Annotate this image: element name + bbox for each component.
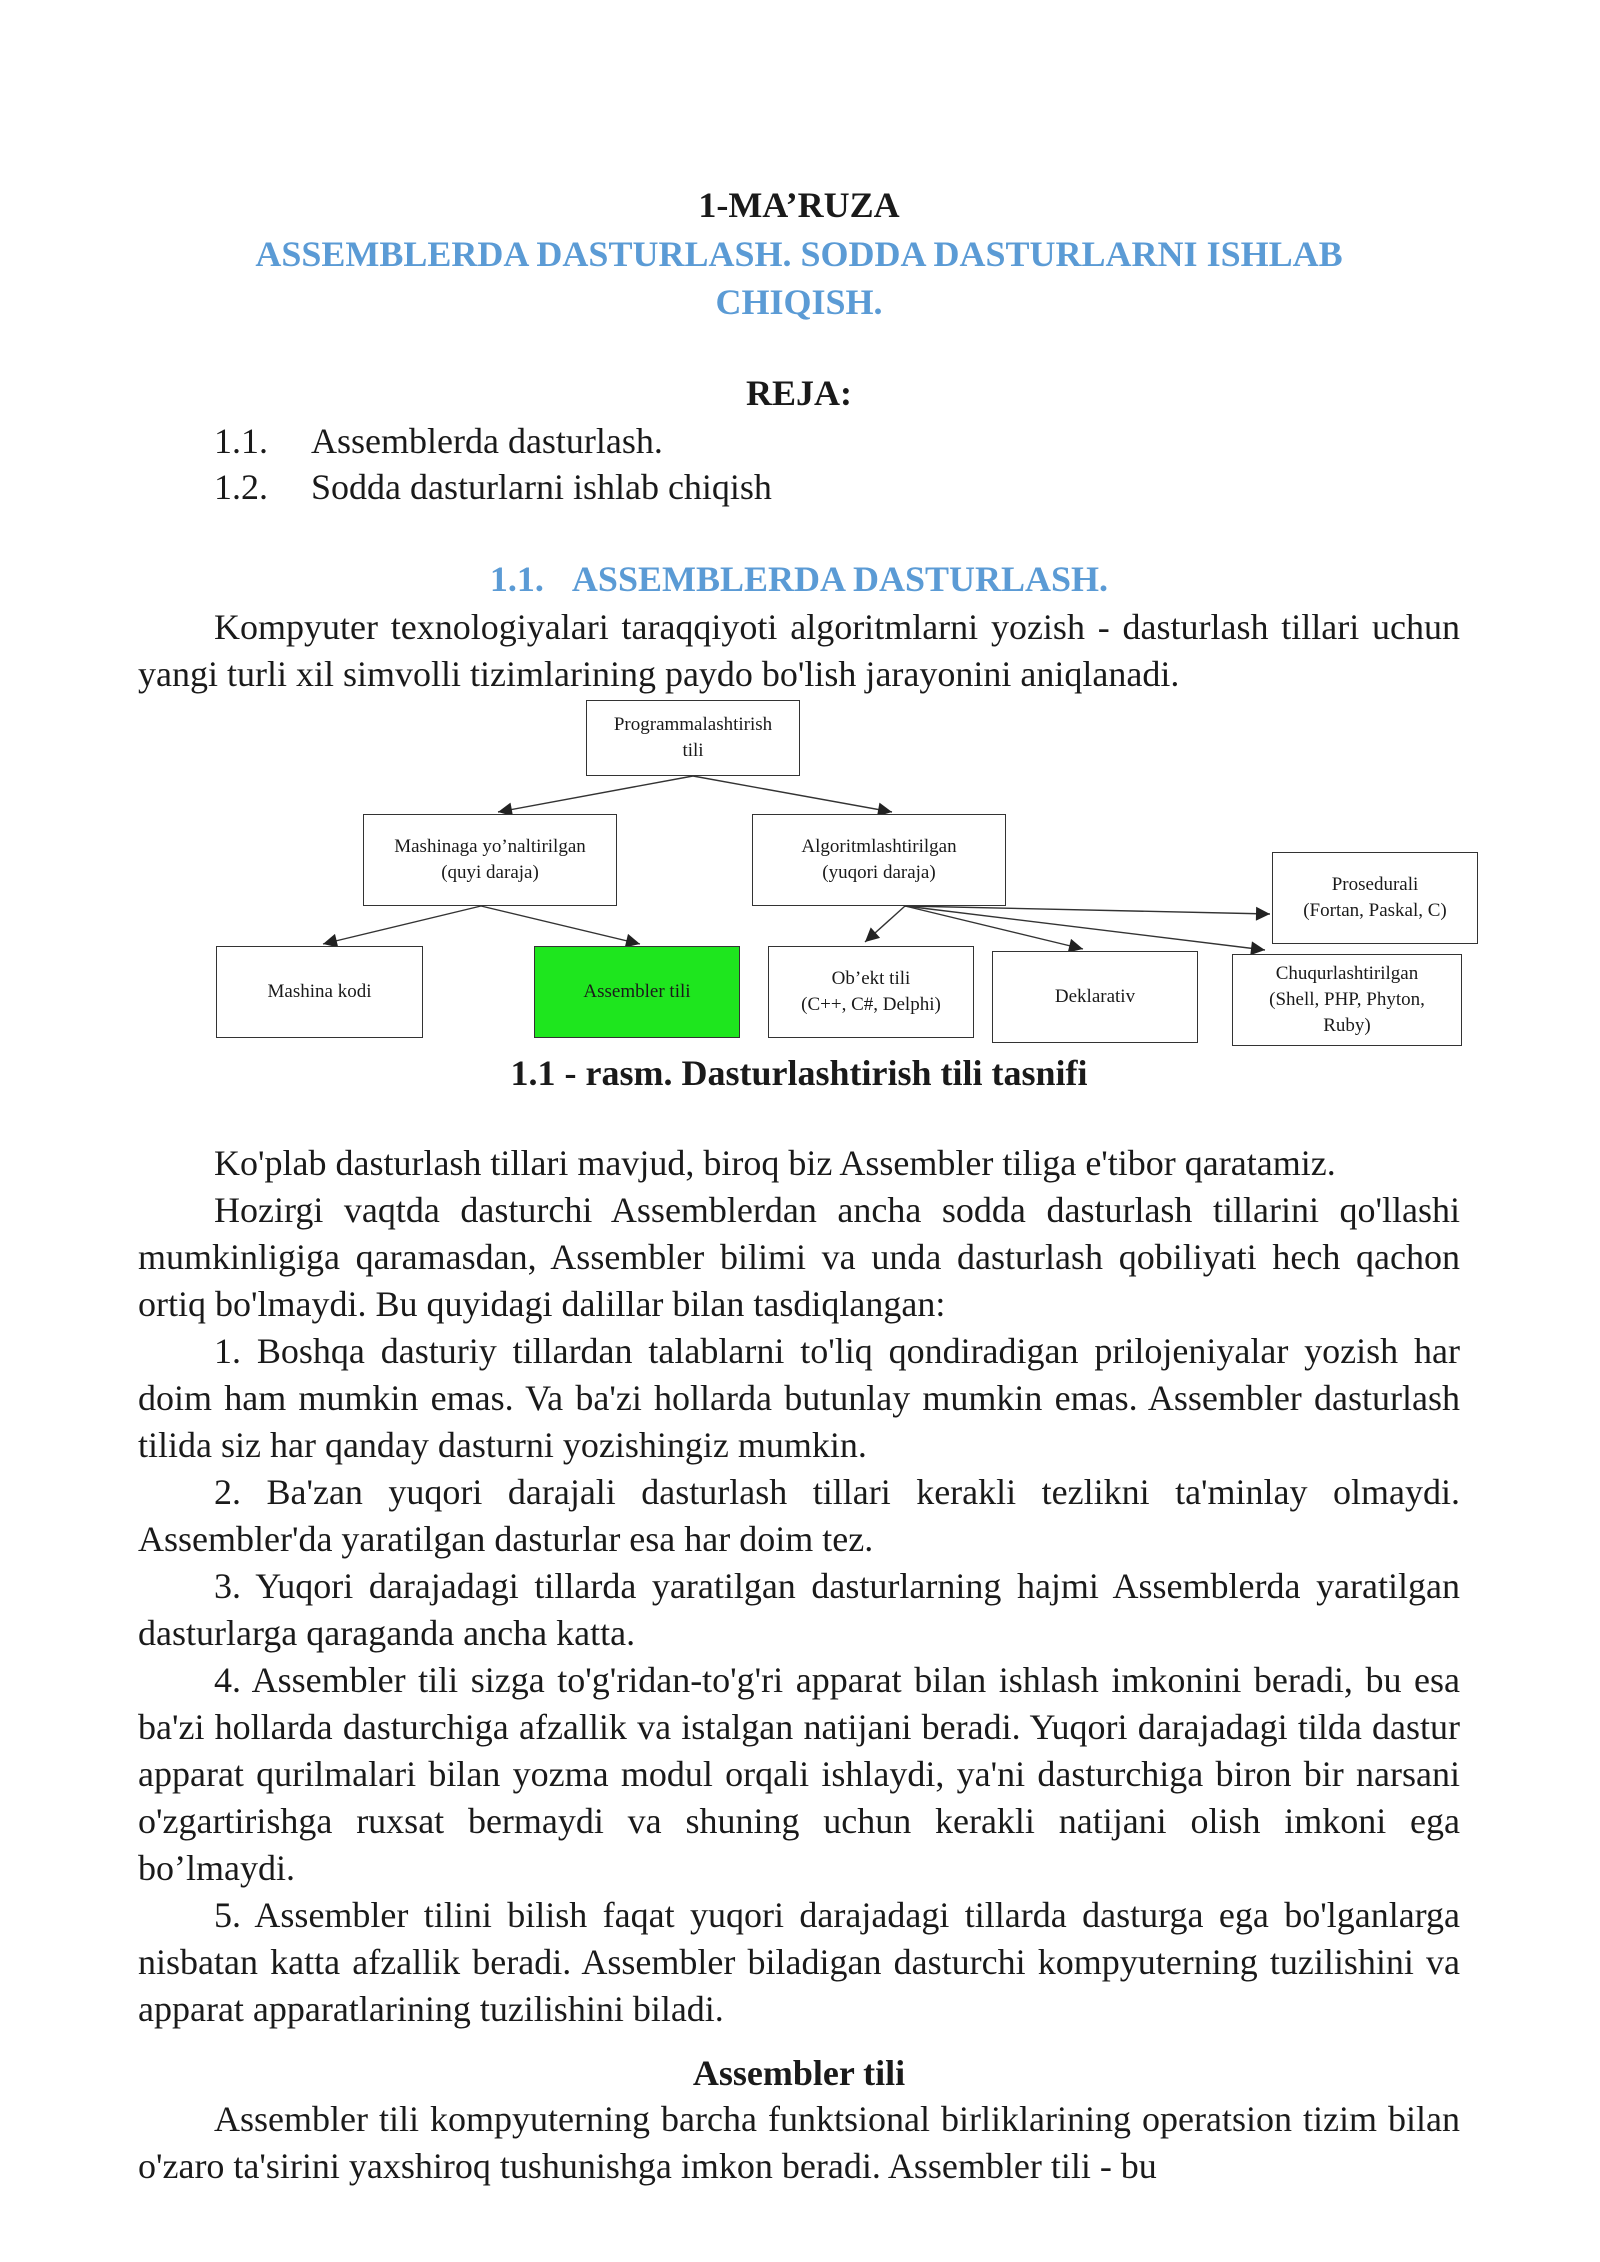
node-procedural (1272, 852, 1478, 944)
closing-paragraph: Assembler tili kompyuterning barcha funktsional birliklarining operatsion tizim bilan o'zaro ta'sirini yaxshiroq tushunishga imkon beradi. Assembler tili - bu (138, 2099, 1460, 2186)
subheading: Assembler tili (692, 2053, 906, 2093)
node-machine-code (216, 946, 423, 1038)
arrow-algo-to-declarative (905, 906, 1083, 949)
node-declarative (992, 951, 1198, 1043)
node-programming-language (586, 700, 800, 776)
node-label: Mashina kodi (267, 981, 372, 1002)
plan-title: REJA: (746, 373, 852, 413)
plan-item-number: 1.1. (214, 421, 268, 461)
node-label: Assembler tili (583, 981, 691, 1002)
node-label: (yuqori daraja) (822, 862, 936, 883)
node-label: Mashinaga yo’naltirilgan (394, 836, 586, 857)
arrow-root-to-machine (498, 776, 693, 812)
node-label: Chuqurlashtirilgan (1275, 963, 1419, 984)
plan-item (138, 418, 1460, 464)
plan-list (138, 418, 1460, 510)
body-text (138, 1140, 1460, 2033)
classification-diagram (0, 692, 1600, 1052)
section-number: 1.1. (489, 559, 544, 599)
node-label: (Fortan, Paskal, C) (1303, 900, 1447, 921)
intro-paragraph: Kompyuter texnologiyalari taraqqiyoti algoritmlarni yozish - dasturlash tillari uchun yangi turli xil simvolli tizimlarining paydo bo'lish jarayonini aniqlanadi. (138, 607, 1460, 694)
paragraph: 1. Boshqa dasturiy tillardan talablarni to'liq qondiradigan prilojeniyalar yozish har doim ham mumkin emas. Va ba'zi hollarda butunlay mumkin emas. Assembler dasturlash tilida siz har qanday dasturni yozishingiz mumkin. (138, 1331, 1460, 1465)
node-machine-oriented (363, 814, 617, 906)
section-title: ASSEMBLERDA DASTURLASH. (571, 559, 1109, 599)
node-label: Ob’ekt tili (831, 968, 911, 989)
intro-block (138, 604, 1460, 698)
lecture-title (138, 230, 1460, 326)
node-deep (1232, 954, 1462, 1046)
paragraph: 2. Ba'zan yuqori darajali dasturlash tillari kerakli tezlikni ta'minlay olmaydi. Assembler'da yaratilgan dasturlar esa har doim tez. (138, 1472, 1460, 1559)
paragraph: 5. Assembler tilini bilish faqat yuqori darajadagi tillarda dasturga ega bo'lganlarga nisbatan katta afzallik beradi. Assembler biladigan dasturchi kompyuterning tuzilishini va apparat apparatlarining tuzilishini biladi. (138, 1895, 1460, 2029)
node-label: Algoritmlashtirilgan (801, 836, 957, 857)
node-label: (quyi daraja) (441, 862, 539, 883)
lecture-title-line1: ASSEMBLERDA DASTURLASH. SODDA DASTURLARNI ISHLAB (255, 234, 1343, 274)
plan-item-text: Assemblerda dasturlash. (311, 421, 663, 461)
node-assembler-language (534, 946, 740, 1038)
node-label: tili (682, 740, 704, 761)
node-label: Programmalashtirish (613, 714, 773, 735)
paragraph: 3. Yuqori darajadagi tillarda yaratilgan dasturlarning hajmi Assemblerda yaratilgan dasturlarga qaraganda ancha katta. (138, 1566, 1460, 1653)
arrow-machine-to-assembler (481, 906, 640, 944)
section-heading (138, 556, 1460, 602)
lecture-number: 1-MA’RUZA (698, 185, 900, 225)
node-label: Prosedurali (1331, 874, 1419, 895)
node-label: (C++, C#, Delphi) (801, 994, 941, 1015)
node-label: Deklarativ (1054, 986, 1136, 1007)
plan-item-number: 1.2. (214, 467, 268, 507)
node-object-language (768, 946, 974, 1038)
arrow-machine-to-code (323, 906, 481, 944)
node-algorithmic (752, 814, 1006, 906)
lecture-title-line2: CHIQISH. (715, 282, 883, 322)
closing-block (138, 2096, 1460, 2190)
paragraph: Hozirgi vaqtda dasturchi Assemblerdan ancha sodda dasturlash tillarini qo'llashi mumkinligiga qaramasdan, Assembler bilimi va unda dasturlash qobiliyati hech qachon ortiq bo'lmaydi. Bu quyidagi dalillar bilan tasdiqlangan: (138, 1190, 1460, 1324)
paragraph: Ko'plab dasturlash tillari mavjud, biroq biz Assembler tiliga e'tibor qaratamiz. (214, 1143, 1336, 1183)
node-label: Ruby) (1323, 1015, 1371, 1036)
plan-item (138, 464, 1460, 510)
paragraph: 4. Assembler tili sizga to'g'ridan-to'g'ri apparat bilan ishlash imkonini beradi, bu esa ba'zi hollarda dasturchiga afzallik va istalgan natijani beradi. Yuqori darajadagi tilda dastur apparat qurilmalari bilan yozma modul orqali ishlaydi, ya'ni dasturchiga biron bir narsani o'zgartirishga ruxsat bermaydi va shuning uchun kerakli natijani olish imkoni ega bo’lmaydi. (138, 1660, 1460, 1888)
plan-item-text: Sodda dasturlarni ishlab chiqish (311, 467, 772, 507)
arrow-algo-to-object (865, 906, 905, 942)
node-label: (Shell, PHP, Phyton, (1269, 989, 1425, 1010)
arrow-root-to-algo (693, 776, 892, 812)
figure-caption: 1.1 - rasm. Dasturlashtirish tili tasnifi (510, 1053, 1088, 1093)
